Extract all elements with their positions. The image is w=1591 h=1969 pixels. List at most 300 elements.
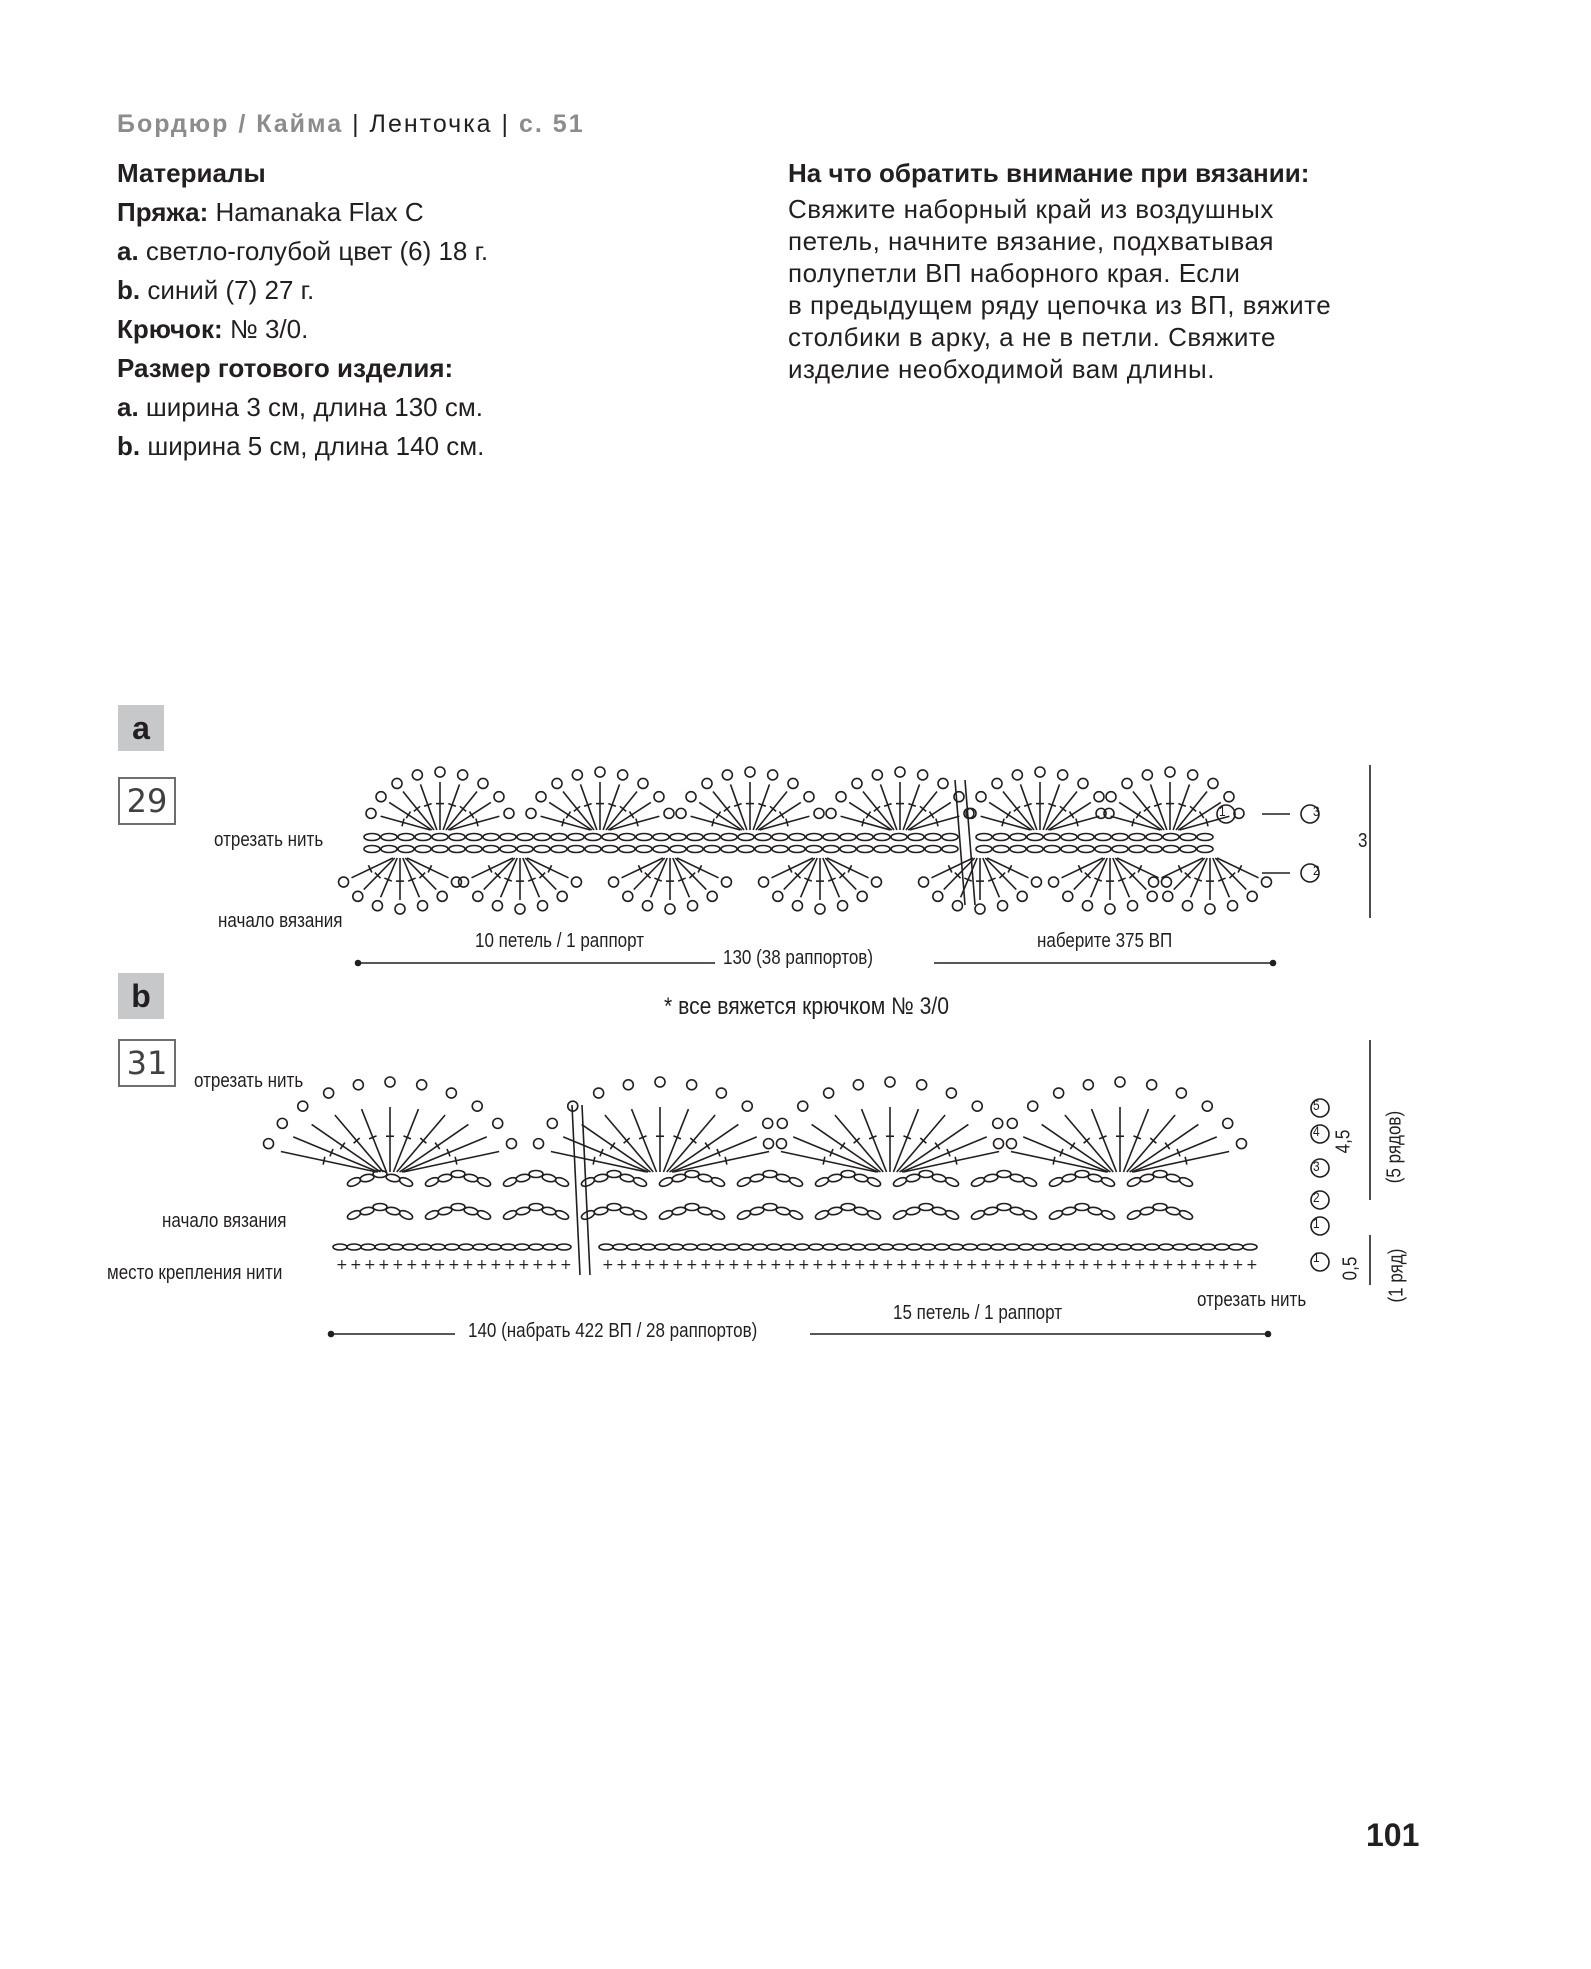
chain-stitch-symbol <box>568 846 584 853</box>
chain-stitch-symbol <box>970 1209 986 1221</box>
chain-stitch-symbol <box>449 846 465 853</box>
chain-stitch-symbol <box>1061 846 1077 853</box>
stitch-crossbar <box>1070 1143 1075 1150</box>
chain-stitch-symbol <box>763 1171 777 1178</box>
chain-stitch-symbol <box>1022 1176 1038 1188</box>
diagram-b-height-main-rows: (5 рядов) <box>1383 1110 1406 1184</box>
picot-symbol <box>623 891 633 901</box>
single-crochet-symbol: + <box>798 1257 810 1273</box>
stitch-crossbar <box>1132 819 1134 827</box>
chain-stitch-symbol <box>398 846 414 853</box>
chain-stitch-symbol <box>607 1204 621 1211</box>
chain-stitch-symbol <box>641 1244 655 1250</box>
picot-symbol <box>472 1101 482 1111</box>
picot-symbol <box>459 877 469 887</box>
double-crochet-symbol <box>672 1137 757 1172</box>
chain-stitch-symbol <box>963 1244 977 1250</box>
chain-stitch-symbol <box>619 834 635 841</box>
single-crochet-symbol: + <box>420 1257 432 1273</box>
picot-symbol <box>838 901 848 911</box>
chain-stitch-symbol <box>789 846 805 853</box>
chain-stitch-symbol <box>385 1206 400 1216</box>
picot-symbol <box>1182 901 1192 911</box>
diagram-b-length-label: 140 (набрать 422 ВП / 28 раппортов) <box>468 1320 758 1342</box>
chain-stitch-symbol <box>814 1209 830 1221</box>
chain-stitch-symbol <box>788 1176 804 1188</box>
picot-symbol <box>814 808 824 818</box>
diagram-b-row-4: 4 <box>1313 1123 1320 1139</box>
diagram-a-marker: 1 <box>1219 803 1226 819</box>
chain-stitch-symbol <box>1075 1171 1089 1178</box>
stitch-crossbar <box>840 1143 845 1150</box>
chain-stitch-symbol <box>385 1173 400 1183</box>
chain-stitch-symbol <box>993 846 1009 853</box>
hook-value: № 3/0. <box>229 314 309 344</box>
picot-symbol <box>871 877 881 887</box>
picot-symbol <box>1165 767 1175 777</box>
chain-stitch-symbol <box>655 1244 669 1250</box>
picot-symbol <box>534 1139 544 1149</box>
stitch-crossbar <box>935 1143 940 1150</box>
chain-stitch-symbol <box>534 846 550 853</box>
stitch-crossbar <box>566 811 570 818</box>
chain-stitch-symbol <box>841 1171 855 1178</box>
chain-stitch-symbol <box>1089 1244 1103 1250</box>
chain-stitch-symbol <box>346 1176 362 1188</box>
picot-symbol <box>1261 877 1271 887</box>
chain-stitch-symbol <box>580 1209 596 1221</box>
single-crochet-symbol: + <box>336 1257 348 1273</box>
single-crochet-symbol: + <box>924 1257 936 1273</box>
chain-stitch-symbol <box>653 846 669 853</box>
single-crochet-symbol: + <box>882 1257 894 1273</box>
chain-stitch-symbol <box>1187 1244 1201 1250</box>
chain-stitch-symbol <box>580 1176 596 1188</box>
single-crochet-symbol: + <box>868 1257 880 1273</box>
picot-symbol <box>1205 904 1215 914</box>
size-b-value: ширина 5 см, длина 140 см. <box>147 431 485 461</box>
notes-line: столбики в арку, а не в петли. Свяжите <box>788 322 1276 352</box>
chain-stitch-symbol <box>976 834 992 841</box>
diagram-b-number: 31 <box>118 1039 176 1087</box>
size-heading: Размер готового изделия: <box>117 353 454 383</box>
double-crochet-symbol <box>1111 816 1161 830</box>
picot-symbol <box>435 767 445 777</box>
picot-symbol <box>417 1080 427 1090</box>
chain-stitch-symbol <box>697 1244 711 1250</box>
chain-stitch-symbol <box>892 1209 908 1221</box>
double-crochet-symbol <box>541 816 591 830</box>
chain-stitch-symbol <box>795 1244 809 1250</box>
chain-stitch-symbol <box>361 1244 375 1250</box>
picot-symbol <box>437 891 447 901</box>
chain-stitch-symbol <box>935 1244 949 1250</box>
chain-stitch-symbol <box>1126 1176 1142 1188</box>
chain-stitch-symbol <box>432 846 448 853</box>
picot-symbol <box>1147 1080 1157 1090</box>
stitch-crossbar <box>629 811 633 818</box>
stitch-crossbar <box>593 1157 595 1165</box>
picot-symbol <box>872 770 882 780</box>
variant-b-label: b. <box>117 275 141 305</box>
chain-stitch-symbol <box>893 1244 907 1250</box>
single-crochet-symbol: + <box>1176 1257 1188 1273</box>
chain-stitch-symbol <box>853 1206 868 1216</box>
picot-symbol <box>1161 877 1171 887</box>
picot-symbol <box>526 808 536 818</box>
chain-stitch-symbol <box>892 1176 908 1188</box>
picot-symbol <box>1078 778 1088 788</box>
chain-stitch-symbol <box>739 1244 753 1250</box>
picot-symbol <box>975 904 985 914</box>
chain-stitch-symbol <box>865 1244 879 1250</box>
chain-stitch-symbol <box>1126 1209 1142 1221</box>
chain-stitch-symbol <box>931 1173 946 1183</box>
picot-symbol <box>687 1080 697 1090</box>
single-crochet-symbol: + <box>756 1257 768 1273</box>
single-crochet-symbol: + <box>1022 1257 1034 1273</box>
single-crochet-symbol: + <box>896 1257 908 1273</box>
single-crochet-symbol: + <box>840 1257 852 1273</box>
variant-a-value: светло-голубой цвет (6) 18 г. <box>145 236 489 266</box>
picot-symbol <box>824 1088 834 1098</box>
notes-heading: На что обратить внимание при вязании: <box>788 158 1310 188</box>
chain-stitch-symbol <box>1044 846 1060 853</box>
chain-stitch-symbol <box>585 846 601 853</box>
chain-stitch-symbol <box>809 1244 823 1250</box>
notes-line: изделие необходимой вам длины. <box>788 354 1215 384</box>
stitch-crossbar <box>455 1157 457 1165</box>
chain-stitch-symbol <box>1153 1204 1167 1211</box>
chain-stitch-symbol <box>476 1209 492 1221</box>
chain-stitch-symbol <box>449 834 465 841</box>
chain-stitch-symbol <box>866 1176 882 1188</box>
single-crochet-symbol: + <box>966 1257 978 1273</box>
chain-stitch-symbol <box>554 1209 570 1221</box>
picot-symbol <box>1007 1118 1017 1128</box>
chain-stitch-symbol <box>704 834 720 841</box>
chain-stitch-symbol <box>879 1244 893 1250</box>
diagram-a-row-2: 2 <box>1313 862 1320 878</box>
chain-stitch-symbol <box>753 1244 767 1250</box>
chain-stitch-symbol <box>891 846 907 853</box>
diagram-b-cut-bottom-label: отрезать нить <box>1197 1289 1307 1311</box>
picot-symbol <box>702 778 712 788</box>
picot-symbol <box>777 1118 787 1128</box>
chain-stitch-symbol <box>736 1209 752 1221</box>
chain-stitch-symbol <box>970 1176 986 1188</box>
chain-stitch-symbol <box>763 1204 777 1211</box>
picot-symbol <box>1147 891 1157 901</box>
double-crochet-symbol <box>827 858 868 878</box>
chain-stitch-symbol <box>1061 834 1077 841</box>
stitch-crossbar <box>779 811 783 818</box>
picot-symbol <box>764 1139 774 1149</box>
chain-stitch-symbol <box>721 834 737 841</box>
diagram-b-row-5: 5 <box>1313 1097 1320 1113</box>
chain-stitch-symbol <box>767 1244 781 1250</box>
picot-symbol <box>857 891 867 901</box>
double-crochet-symbol <box>621 858 662 878</box>
stitch-crossbar <box>862 819 864 827</box>
notes-line: петель, начните вязание, подхватывая <box>788 226 1274 256</box>
chain-stitch-symbol <box>636 834 652 841</box>
chain-stitch-symbol <box>697 1206 712 1216</box>
picot-symbol <box>773 891 783 901</box>
single-crochet-symbol: + <box>1036 1257 1048 1273</box>
double-crochet-symbol <box>407 858 448 878</box>
diagram-a-row-3: 3 <box>1313 803 1320 819</box>
chain-stitch-symbol <box>619 1173 634 1183</box>
chain-stitch-symbol <box>398 834 414 841</box>
chain-stitch-symbol <box>502 1176 518 1188</box>
chain-stitch-symbol <box>925 834 941 841</box>
picot-symbol <box>826 808 836 818</box>
chain-stitch-symbol <box>347 1244 361 1250</box>
chain-stitch-symbol <box>554 1176 570 1188</box>
picot-symbol <box>836 792 846 802</box>
chain-stitch-symbol <box>977 1244 991 1250</box>
single-crochet-symbol: + <box>560 1257 572 1273</box>
double-crochet-symbol <box>1050 816 1100 830</box>
chain-stitch-symbol <box>632 1209 648 1221</box>
chain-stitch-symbol <box>529 1204 543 1211</box>
size-a-value: ширина 3 см, длина 130 см. <box>145 392 483 422</box>
single-crochet-symbol: + <box>350 1257 362 1273</box>
chain-stitch-symbol <box>710 1209 726 1221</box>
hook-note: * все вяжется крючком № 3/0 <box>664 993 949 1020</box>
chain-stitch-symbol <box>991 1244 1005 1250</box>
chain-stitch-symbol <box>814 1176 830 1188</box>
double-crochet-symbol <box>393 1109 418 1172</box>
picot-symbol <box>707 891 717 901</box>
chain-stitch-symbol <box>473 1244 487 1250</box>
chain-stitch-symbol <box>501 1244 515 1250</box>
chain-stitch-symbol <box>1100 1209 1116 1221</box>
picot-symbol <box>395 904 405 914</box>
picot-symbol <box>493 1118 503 1128</box>
chain-stitch-symbol <box>866 1209 882 1221</box>
double-crochet-symbol <box>632 1109 657 1172</box>
stitch-crossbar <box>1136 811 1140 818</box>
double-crochet-symbol <box>362 1109 387 1172</box>
chain-stitch-symbol <box>483 834 499 841</box>
size-a-label: a. <box>117 392 139 422</box>
picot-symbol <box>1176 1088 1186 1098</box>
picot-symbol <box>372 901 382 911</box>
chain-stitch-symbol <box>432 834 448 841</box>
chain-stitch-symbol <box>381 834 397 841</box>
picot-symbol <box>1031 877 1041 887</box>
picot-symbol <box>776 1139 786 1149</box>
chain-stitch-symbol <box>944 1209 960 1221</box>
chain-stitch-symbol <box>874 834 890 841</box>
picot-symbol <box>688 901 698 911</box>
chain-stitch-symbol <box>373 1204 387 1211</box>
chain-stitch-symbol <box>806 834 822 841</box>
picot-symbol <box>412 770 422 780</box>
picot-symbol <box>665 904 675 914</box>
chain-stitch-symbol <box>1163 834 1179 841</box>
single-crochet-symbol: + <box>854 1257 866 1273</box>
single-crochet-symbol: + <box>462 1257 474 1273</box>
chain-stitch-symbol <box>806 846 822 853</box>
stitch-crossbar <box>476 819 478 827</box>
chain-stitch-symbol <box>1061 1244 1075 1250</box>
chain-stitch-symbol <box>398 1176 414 1188</box>
chain-stitch-symbol <box>602 846 618 853</box>
variant-b-value: синий (7) 27 г. <box>147 275 315 305</box>
chain-stitch-symbol <box>725 1244 739 1250</box>
stitch-crossbar <box>610 1143 615 1150</box>
chain-stitch-symbol <box>1027 834 1043 841</box>
double-crochet-symbol <box>450 816 500 830</box>
chain-stitch-symbol <box>627 1244 641 1250</box>
picot-symbol <box>1012 770 1022 780</box>
picot-symbol <box>1006 1139 1016 1149</box>
chain-stitch-symbol <box>602 834 618 841</box>
single-crochet-symbol: + <box>1232 1257 1244 1273</box>
single-crochet-symbol: + <box>392 1257 404 1273</box>
chain-stitch-symbol <box>997 1204 1011 1211</box>
break-line <box>572 1105 580 1275</box>
diagram-a-start-label: начало вязания <box>218 910 343 932</box>
picot-symbol <box>638 778 648 788</box>
chain-stitch-symbol <box>908 846 924 853</box>
chain-stitch-symbol <box>1117 1244 1131 1250</box>
picot-symbol <box>933 891 943 901</box>
picot-symbol <box>536 792 546 802</box>
picot-symbol <box>992 778 1002 788</box>
chain-stitch-symbol <box>823 1244 837 1250</box>
picot-symbol <box>676 808 686 818</box>
chain-stitch-symbol <box>683 1244 697 1250</box>
picot-symbol <box>742 1101 752 1111</box>
picot-symbol <box>277 1118 287 1128</box>
picot-symbol <box>1017 891 1027 901</box>
chain-stitch-symbol <box>658 1176 674 1188</box>
chain-stitch-symbol <box>619 1206 634 1216</box>
picot-symbol <box>852 778 862 788</box>
hook-label: Крючок: <box>117 314 223 344</box>
chain-stitch-symbol <box>711 1244 725 1250</box>
chain-stitch-symbol <box>568 834 584 841</box>
picot-symbol <box>572 770 582 780</box>
chain-stitch-symbol <box>997 1171 1011 1178</box>
picot-symbol <box>1223 1118 1233 1128</box>
chain-stitch-symbol <box>585 834 601 841</box>
picot-symbol <box>759 877 769 887</box>
page-number: 101 <box>1366 1817 1420 1853</box>
double-crochet-symbol <box>1217 858 1258 878</box>
picot-symbol <box>392 778 402 788</box>
chain-stitch-symbol <box>738 846 754 853</box>
picot-symbol <box>594 1088 604 1098</box>
stitch-crossbar <box>929 811 933 818</box>
chain-stitch-symbol <box>721 846 737 853</box>
double-crochet-symbol <box>910 816 960 830</box>
stitch-crossbar <box>866 811 870 818</box>
chain-stitch-symbol <box>1197 834 1213 841</box>
chain-stitch-symbol <box>333 1244 347 1250</box>
chain-stitch-symbol <box>557 1244 571 1250</box>
picot-symbol <box>885 1077 895 1087</box>
materials-heading: Материалы <box>117 158 266 188</box>
breadcrumb-divider: | <box>352 110 361 138</box>
chain-stitch-symbol <box>463 1206 478 1216</box>
chain-stitch-symbol <box>1215 1244 1229 1250</box>
chain-stitch-symbol <box>851 1244 865 1250</box>
picot-symbol <box>1208 778 1218 788</box>
size-b-label: b. <box>117 431 141 461</box>
picot-symbol <box>1115 1077 1125 1087</box>
chain-stitch-symbol <box>1078 834 1094 841</box>
picot-symbol <box>506 1139 516 1149</box>
diagram-b-start-label: начало вязания <box>162 1210 287 1232</box>
chain-stitch-symbol <box>685 1171 699 1178</box>
stitch-crossbar <box>786 819 788 827</box>
chain-stitch-symbol <box>1112 834 1128 841</box>
picot-symbol <box>1105 904 1115 914</box>
stitch-crossbar <box>340 1143 345 1150</box>
chain-stitch-symbol <box>1180 846 1196 853</box>
single-crochet-symbol: + <box>406 1257 418 1273</box>
chain-stitch-symbol <box>1103 1244 1117 1250</box>
chain-stitch-symbol <box>942 846 958 853</box>
chain-stitch-symbol <box>1197 846 1213 853</box>
chain-stitch-symbol <box>823 834 839 841</box>
chain-stitch-symbol <box>1129 846 1145 853</box>
single-crochet-symbol: + <box>630 1257 642 1273</box>
chain-stitch-symbol <box>1010 834 1026 841</box>
diagram-a-chain-label: наберите 375 ВП <box>1037 930 1173 952</box>
single-crochet-symbol: + <box>1190 1257 1202 1273</box>
chain-stitch-symbol <box>1075 1244 1089 1250</box>
chain-stitch-symbol <box>466 834 482 841</box>
stitch-crossbar <box>1069 811 1073 818</box>
chain-stitch-symbol <box>949 1244 963 1250</box>
chain-stitch-symbol <box>919 1171 933 1178</box>
chain-stitch-symbol <box>1243 1244 1257 1250</box>
picot-symbol <box>763 1118 773 1128</box>
picot-symbol <box>1228 901 1238 911</box>
notes-line: полупетли ВП наборного края. Если <box>788 258 1241 288</box>
diagram-a-width-label: 3 <box>1358 830 1368 852</box>
chain-stitch-symbol <box>993 834 1009 841</box>
single-crochet-symbol: + <box>672 1257 684 1273</box>
single-crochet-symbol: + <box>1050 1257 1062 1273</box>
chain-stitch-symbol <box>841 1204 855 1211</box>
chain-stitch-symbol <box>1047 1244 1061 1250</box>
double-crochet-symbol <box>351 858 392 878</box>
double-crochet-symbol <box>781 1152 877 1172</box>
single-crochet-symbol: + <box>602 1257 614 1273</box>
chain-stitch-symbol <box>1075 1204 1089 1211</box>
diagram-b-row-1-top: 1 <box>1313 1215 1320 1231</box>
double-crochet-symbol <box>893 1109 918 1172</box>
chain-stitch-symbol <box>942 834 958 841</box>
picot-symbol <box>446 1088 456 1098</box>
chain-stitch-symbol <box>529 1244 543 1250</box>
dimension-endpoint <box>356 961 361 966</box>
chain-stitch-symbol <box>687 834 703 841</box>
chain-stitch-symbol <box>541 1173 556 1183</box>
picot-symbol <box>655 1077 665 1087</box>
picot-symbol <box>664 808 674 818</box>
chain-stitch-symbol <box>451 1204 465 1211</box>
chain-stitch-symbol <box>781 1244 795 1250</box>
chain-stitch-symbol <box>389 1244 403 1250</box>
